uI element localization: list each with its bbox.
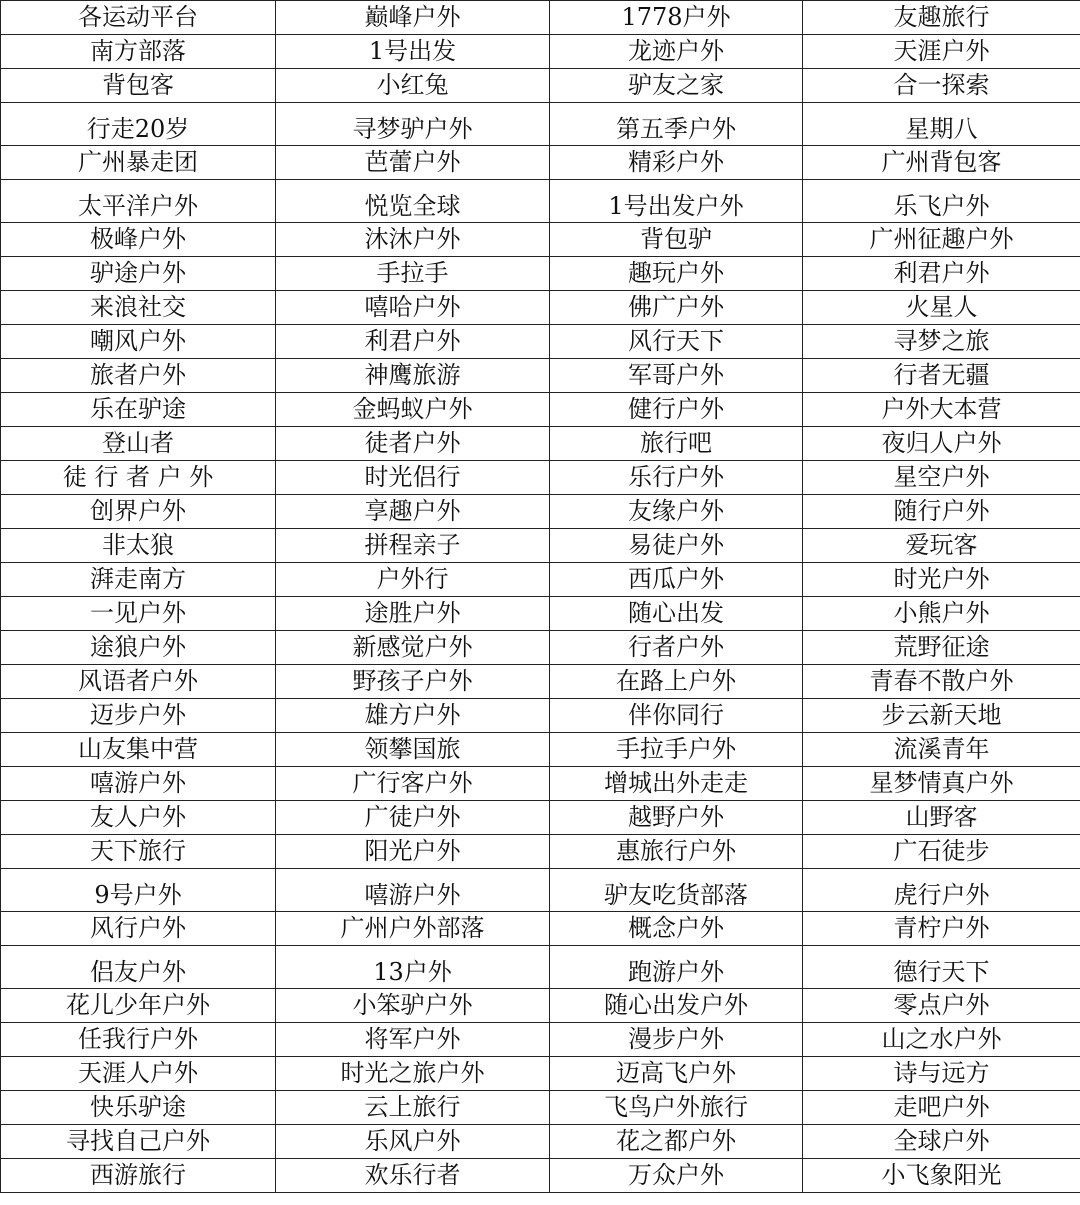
table-cell: 星空户外 (803, 461, 1080, 495)
table-cell: 概念户外 (550, 912, 803, 946)
table-row (1, 733, 1080, 767)
table-cell: 广州背包客 (803, 146, 1080, 180)
table-cell: 西游旅行 (1, 1159, 276, 1193)
table-cell: 行走20岁 (1, 103, 276, 146)
table-cell: 广州征趣户外 (803, 223, 1080, 257)
table-row (1, 563, 1080, 597)
table-cell: 乐飞户外 (803, 180, 1080, 223)
table-row (1, 427, 1080, 461)
table-cell: 嘲风户外 (1, 325, 276, 359)
table-row (1, 35, 1080, 69)
table-cell: 寻梦之旅 (803, 325, 1080, 359)
table-row (1, 1, 1080, 35)
table-cell: 驴途户外 (1, 257, 276, 291)
table-cell: 背包驴 (550, 223, 803, 257)
table-cell: 寻梦驴户外 (276, 103, 550, 146)
table-cell: 花之都户外 (550, 1125, 803, 1159)
table-cell: 享趣户外 (276, 495, 550, 529)
table-cell: 手拉手 (276, 257, 550, 291)
table-cell: 户外大本营 (803, 393, 1080, 427)
table-cell: 乐在驴途 (1, 393, 276, 427)
table-cell: 友缘户外 (550, 495, 803, 529)
table-cell: 9号户外 (1, 869, 276, 912)
table-cell: 德行天下 (803, 946, 1080, 989)
table-cell: 广石徒步 (803, 835, 1080, 869)
table-row (1, 461, 1080, 495)
table-cell: 荒野征途 (803, 631, 1080, 665)
table-cell: 军哥户外 (550, 359, 803, 393)
table-cell: 友人户外 (1, 801, 276, 835)
table-cell: 花儿少年户外 (1, 989, 276, 1023)
table-cell: 阳光户外 (276, 835, 550, 869)
table-cell: 户外行 (276, 563, 550, 597)
table-row (1, 180, 1080, 223)
table-cell: 流溪青年 (803, 733, 1080, 767)
table-row (1, 103, 1080, 146)
table-cell: 伴你同行 (550, 699, 803, 733)
table-cell: 将军户外 (276, 1023, 550, 1057)
table-cell: 徒者户外 (276, 427, 550, 461)
table-cell: 乐风户外 (276, 1125, 550, 1159)
table-cell: 星梦情真户外 (803, 767, 1080, 801)
table-row (1, 767, 1080, 801)
table-cell: 精彩户外 (550, 146, 803, 180)
table-cell: 时光户外 (803, 563, 1080, 597)
table-cell: 徒 行 者 户 外 (1, 461, 276, 495)
table-cell: 风行天下 (550, 325, 803, 359)
table-cell: 巅峰户外 (276, 1, 550, 35)
table-cell: 欢乐行者 (276, 1159, 550, 1193)
table-cell: 漫步户外 (550, 1023, 803, 1057)
table-cell: 越野户外 (550, 801, 803, 835)
table-row (1, 835, 1080, 869)
table-cell: 合一探索 (803, 69, 1080, 103)
table-cell: 云上旅行 (276, 1091, 550, 1125)
table-cell: 爱玩客 (803, 529, 1080, 563)
table-cell: 星期八 (803, 103, 1080, 146)
table-cell: 登山者 (1, 427, 276, 461)
table-cell: 小熊户外 (803, 597, 1080, 631)
table-row (1, 69, 1080, 103)
table-cell: 湃走南方 (1, 563, 276, 597)
table-cell: 夜归人户外 (803, 427, 1080, 461)
table-cell: 途狼户外 (1, 631, 276, 665)
table-row (1, 529, 1080, 563)
table-cell: 利君户外 (276, 325, 550, 359)
table-cell: 广徒户外 (276, 801, 550, 835)
table-cell: 行者户外 (550, 631, 803, 665)
table-cell: 非太狼 (1, 529, 276, 563)
table-cell: 迈步户外 (1, 699, 276, 733)
table-cell: 山之水户外 (803, 1023, 1080, 1057)
table-row (1, 359, 1080, 393)
table-row (1, 801, 1080, 835)
table-cell: 易徒户外 (550, 529, 803, 563)
table-cell: 小红兔 (276, 69, 550, 103)
table-cell: 沐沐户外 (276, 223, 550, 257)
table-row (1, 869, 1080, 912)
table-cell: 风语者户外 (1, 665, 276, 699)
table-cell: 虎行户外 (803, 869, 1080, 912)
table-cell: 青柠户外 (803, 912, 1080, 946)
table-cell: 1号出发 (276, 35, 550, 69)
table-cell: 神鹰旅游 (276, 359, 550, 393)
table-row (1, 989, 1080, 1023)
table-cell: 嘻游户外 (276, 869, 550, 912)
table-cell: 时光之旅户外 (276, 1057, 550, 1091)
table-cell: 南方部落 (1, 35, 276, 69)
table-cell: 金蚂蚁户外 (276, 393, 550, 427)
table-cell: 快乐驴途 (1, 1091, 276, 1125)
table-row (1, 597, 1080, 631)
table-cell: 嘻游户外 (1, 767, 276, 801)
table-row (1, 946, 1080, 989)
table-row (1, 325, 1080, 359)
table-row (1, 1023, 1080, 1057)
table-cell: 太平洋户外 (1, 180, 276, 223)
table-cell: 时光侣行 (276, 461, 550, 495)
table-cell: 旅行吧 (550, 427, 803, 461)
table-cell: 在路上户外 (550, 665, 803, 699)
table-cell: 走吧户外 (803, 1091, 1080, 1125)
table-cell: 野孩子户外 (276, 665, 550, 699)
table-cell: 悦览全球 (276, 180, 550, 223)
table-cell: 任我行户外 (1, 1023, 276, 1057)
table-cell: 1号出发户外 (550, 180, 803, 223)
table-cell: 天涯人户外 (1, 1057, 276, 1091)
table-cell: 广行客户外 (276, 767, 550, 801)
table-cell: 火星人 (803, 291, 1080, 325)
table-cell: 芭蕾户外 (276, 146, 550, 180)
table-cell: 健行户外 (550, 393, 803, 427)
table-cell: 友趣旅行 (803, 1, 1080, 35)
table-cell: 乐行户外 (550, 461, 803, 495)
table-cell: 零点户外 (803, 989, 1080, 1023)
table-cell: 雄方户外 (276, 699, 550, 733)
table-cell: 极峰户外 (1, 223, 276, 257)
table-cell: 手拉手户外 (550, 733, 803, 767)
table-cell: 跑游户外 (550, 946, 803, 989)
table-row (1, 393, 1080, 427)
table-cell: 随行户外 (803, 495, 1080, 529)
club-name-table-body (1, 1, 1080, 1193)
table-row (1, 257, 1080, 291)
table-row (1, 1091, 1080, 1125)
table-cell: 来浪社交 (1, 291, 276, 325)
table-cell: 天下旅行 (1, 835, 276, 869)
table-cell: 旅者户外 (1, 359, 276, 393)
table-cell: 小笨驴户外 (276, 989, 550, 1023)
table-row (1, 912, 1080, 946)
table-cell: 风行户外 (1, 912, 276, 946)
table-cell: 天涯户外 (803, 35, 1080, 69)
table-cell: 山友集中营 (1, 733, 276, 767)
table-cell: 拼程亲子 (276, 529, 550, 563)
table-row (1, 631, 1080, 665)
table-row (1, 146, 1080, 180)
table-cell: 迈高飞户外 (550, 1057, 803, 1091)
table-cell: 创界户外 (1, 495, 276, 529)
table-cell: 利君户外 (803, 257, 1080, 291)
table-cell: 广州暴走团 (1, 146, 276, 180)
table-cell: 1778户外 (550, 1, 803, 35)
table-cell: 万众户外 (550, 1159, 803, 1193)
table-cell: 各运动平台 (1, 1, 276, 35)
table-cell: 驴友之家 (550, 69, 803, 103)
table-cell: 行者无疆 (803, 359, 1080, 393)
table-cell: 趣玩户外 (550, 257, 803, 291)
table-cell: 西瓜户外 (550, 563, 803, 597)
table-cell: 山野客 (803, 801, 1080, 835)
table-cell: 领攀国旅 (276, 733, 550, 767)
table-cell: 增城出外走走 (550, 767, 803, 801)
table-row (1, 495, 1080, 529)
table-cell: 新感觉户外 (276, 631, 550, 665)
table-cell: 步云新天地 (803, 699, 1080, 733)
table-cell: 寻找自己户外 (1, 1125, 276, 1159)
table-row (1, 1159, 1080, 1193)
table-row (1, 291, 1080, 325)
table-cell: 飞鸟户外旅行 (550, 1091, 803, 1125)
table-cell: 佛广户外 (550, 291, 803, 325)
table-cell: 一见户外 (1, 597, 276, 631)
table-cell: 背包客 (1, 69, 276, 103)
table-cell: 惠旅行户外 (550, 835, 803, 869)
table-cell: 13户外 (276, 946, 550, 989)
table-cell: 青春不散户外 (803, 665, 1080, 699)
table-row (1, 1125, 1080, 1159)
table-cell: 随心出发 (550, 597, 803, 631)
table-cell: 小飞象阳光 (803, 1159, 1080, 1193)
table-row (1, 1057, 1080, 1091)
table-cell: 龙迹户外 (550, 35, 803, 69)
table-row (1, 699, 1080, 733)
table-cell: 广州户外部落 (276, 912, 550, 946)
table-row (1, 223, 1080, 257)
table-cell: 嘻哈户外 (276, 291, 550, 325)
table-cell: 途胜户外 (276, 597, 550, 631)
table-row (1, 665, 1080, 699)
table-cell: 诗与远方 (803, 1057, 1080, 1091)
table-cell: 全球户外 (803, 1125, 1080, 1159)
table-cell: 第五季户外 (550, 103, 803, 146)
table-cell: 侣友户外 (1, 946, 276, 989)
table-cell: 随心出发户外 (550, 989, 803, 1023)
table-cell: 驴友吃货部落 (550, 869, 803, 912)
